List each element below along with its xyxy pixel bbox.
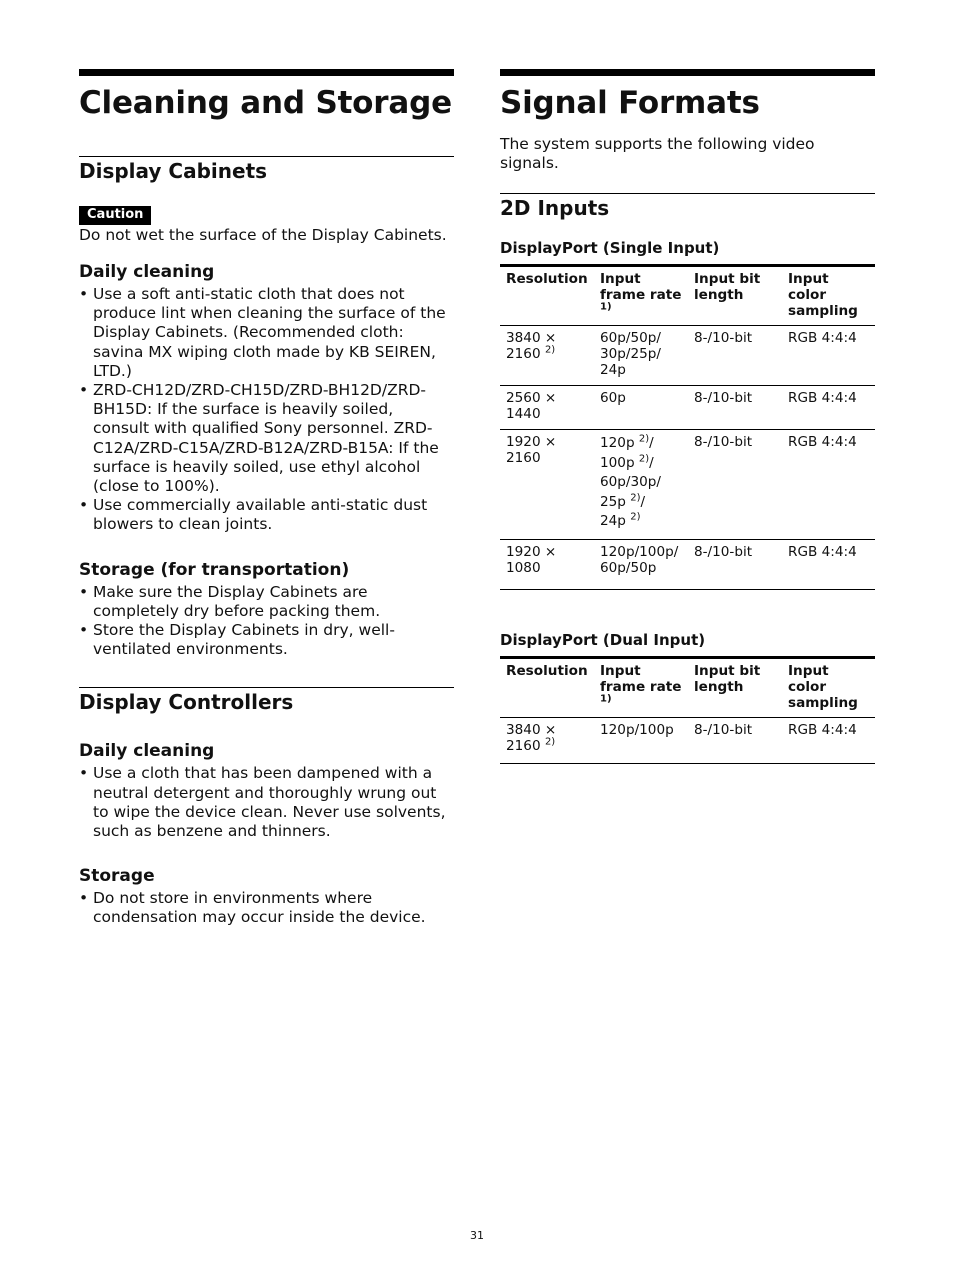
cell-text: 3840 ×: [506, 330, 557, 346]
table-cell: RGB 4:4:4: [788, 434, 857, 450]
storage-transport-heading: Storage (for transportation): [79, 559, 350, 580]
cell-text: 25p: [600, 493, 626, 510]
table-cell: 8-/10-bit: [694, 434, 753, 450]
table-cell: 8-/10-bit: [694, 721, 753, 738]
single-input-table: [500, 264, 875, 590]
table-cell: 60p/50p/ 30p/25p/ 24p: [600, 330, 662, 378]
table-header-row: [500, 266, 875, 326]
table-row: [500, 326, 875, 386]
table-cell: 120p/100p/ 60p/50p: [600, 543, 679, 576]
column-header-label: Input frame rate: [600, 271, 682, 303]
section-heading-2d-inputs: 2D Inputs: [500, 193, 875, 221]
footnote-marker: 2): [630, 491, 641, 503]
controllers-daily-list: [79, 764, 454, 841]
column-header: [594, 657, 688, 717]
table-cell: 1920 × 2160: [506, 434, 557, 466]
footnote-marker: 1): [600, 692, 612, 704]
right-column: [500, 69, 875, 764]
table-cell: 1920 × 1080: [506, 543, 557, 576]
cell-text: 2160: [506, 737, 541, 754]
column-header-label: Input frame rate: [600, 662, 682, 695]
daily-cleaning-heading: Daily cleaning: [79, 262, 215, 282]
table-cell: 2560 × 1440: [506, 390, 557, 422]
table-cell: [500, 717, 594, 763]
table-cell: RGB 4:4:4: [788, 330, 857, 346]
cell-text: 3840 ×: [506, 721, 557, 738]
footnote-marker: 2): [544, 735, 556, 747]
table-row: [500, 717, 875, 763]
page-number: 31: [470, 1229, 484, 1242]
section-heading-display-controllers: Display Controllers: [79, 687, 454, 715]
controllers-daily-cleaning-heading: Daily cleaning: [79, 741, 215, 762]
list-item: • Make sure the Display Cabinets are completely dry before packing them.: [79, 583, 454, 621]
column-header: [594, 266, 688, 326]
daily-cleaning-list: [79, 285, 454, 535]
cell-text: 100p: [600, 454, 635, 471]
table-cell: 120p/100p: [600, 721, 674, 738]
table-row: [500, 539, 875, 589]
column-header: Input bit length: [694, 271, 761, 303]
table-cell: 8-/10-bit: [694, 543, 753, 560]
cell-text: 120p: [600, 435, 635, 451]
list-item: • Use commercially available anti-static dust blowers to clean joints.: [79, 496, 454, 534]
list-item: • ZRD-CH12D/ZRD-CH15D/ZRD-BH12D/ZRD-BH15D: If the surface is heavily soiled, consult with qualified Sony personnel. ZRD-C12A/ZRD-C15A/ZRD-B12A/ZRD-B15A: If the surface is heavily soiled, use ethyl alcohol (close to 100%).: [79, 381, 454, 496]
list-item: • Do not store in environments where condensation may occur inside the device.: [79, 889, 454, 927]
table-cell: [500, 326, 594, 386]
caution-text: Do not wet the surface of the Display Cabinets.: [79, 226, 447, 244]
footnote-marker: 2): [544, 344, 556, 356]
footnote-marker: 2): [630, 511, 641, 523]
cell-text: 60p/30p/: [600, 474, 662, 490]
table-caption-single-input: DisplayPort (Single Input): [500, 239, 720, 257]
dual-input-table: [500, 656, 875, 764]
table-row: [500, 430, 875, 540]
table-cell: 60p: [600, 390, 626, 406]
section-heading-display-cabinets: Display Cabinets: [79, 156, 454, 184]
column-header: Input color sampling: [788, 662, 858, 711]
column-header: Input color sampling: [788, 271, 858, 319]
list-item: • Use a soft anti-static cloth that does not produce lint when cleaning the surface of the Display Cabinets. (Recommended cloth: savina MX wiping cloth made by KB SEIREN, LTD.): [79, 285, 454, 381]
storage-transport-list: [79, 583, 454, 660]
table-cell: 120p $^{2)}$/ 100p $^{2)}$/ 60p/30p/ 25p $^{2)}$/ 24p $^{2)}$: [600, 433, 662, 529]
controllers-storage-list: [79, 889, 454, 927]
footnote-marker: 2): [638, 433, 650, 445]
intro-text: The system supports the following video signals.: [500, 135, 815, 172]
column-header: Input bit length: [694, 662, 761, 695]
caution-badge: Caution: [79, 206, 151, 225]
column-header: Resolution: [506, 662, 588, 679]
table-cell: 8-/10-bit: [694, 330, 753, 346]
left-column: [79, 69, 454, 928]
title-bar: [79, 69, 454, 76]
footnote-marker: 1): [600, 301, 612, 313]
footnote-marker: 2): [638, 452, 650, 464]
list-item: • Use a cloth that has been dampened with a neutral detergent and thoroughly wrung out to wipe the device clean. Never use solvents, such as benzene and thinners.: [79, 764, 454, 841]
table-row: [500, 386, 875, 430]
table-cell: 8-/10-bit: [694, 390, 753, 406]
cell-text: 2160: [506, 346, 541, 362]
table-cell: RGB 4:4:4: [788, 390, 857, 406]
title-bar: [500, 69, 875, 76]
table-header-row: [500, 657, 875, 717]
signal-formats-title: Signal Formats: [500, 85, 760, 121]
table-cell: RGB 4:4:4: [788, 543, 857, 560]
column-header: Resolution: [506, 271, 588, 287]
cell-text: 24p: [600, 513, 626, 529]
table-cell: RGB 4:4:4: [788, 721, 857, 738]
list-item: • Store the Display Cabinets in dry, well-ventilated environments.: [79, 621, 454, 659]
page-title: Cleaning and Storage: [79, 85, 452, 121]
controllers-storage-heading: Storage: [79, 866, 155, 887]
table-caption-dual-input: DisplayPort (Dual Input): [500, 630, 706, 649]
